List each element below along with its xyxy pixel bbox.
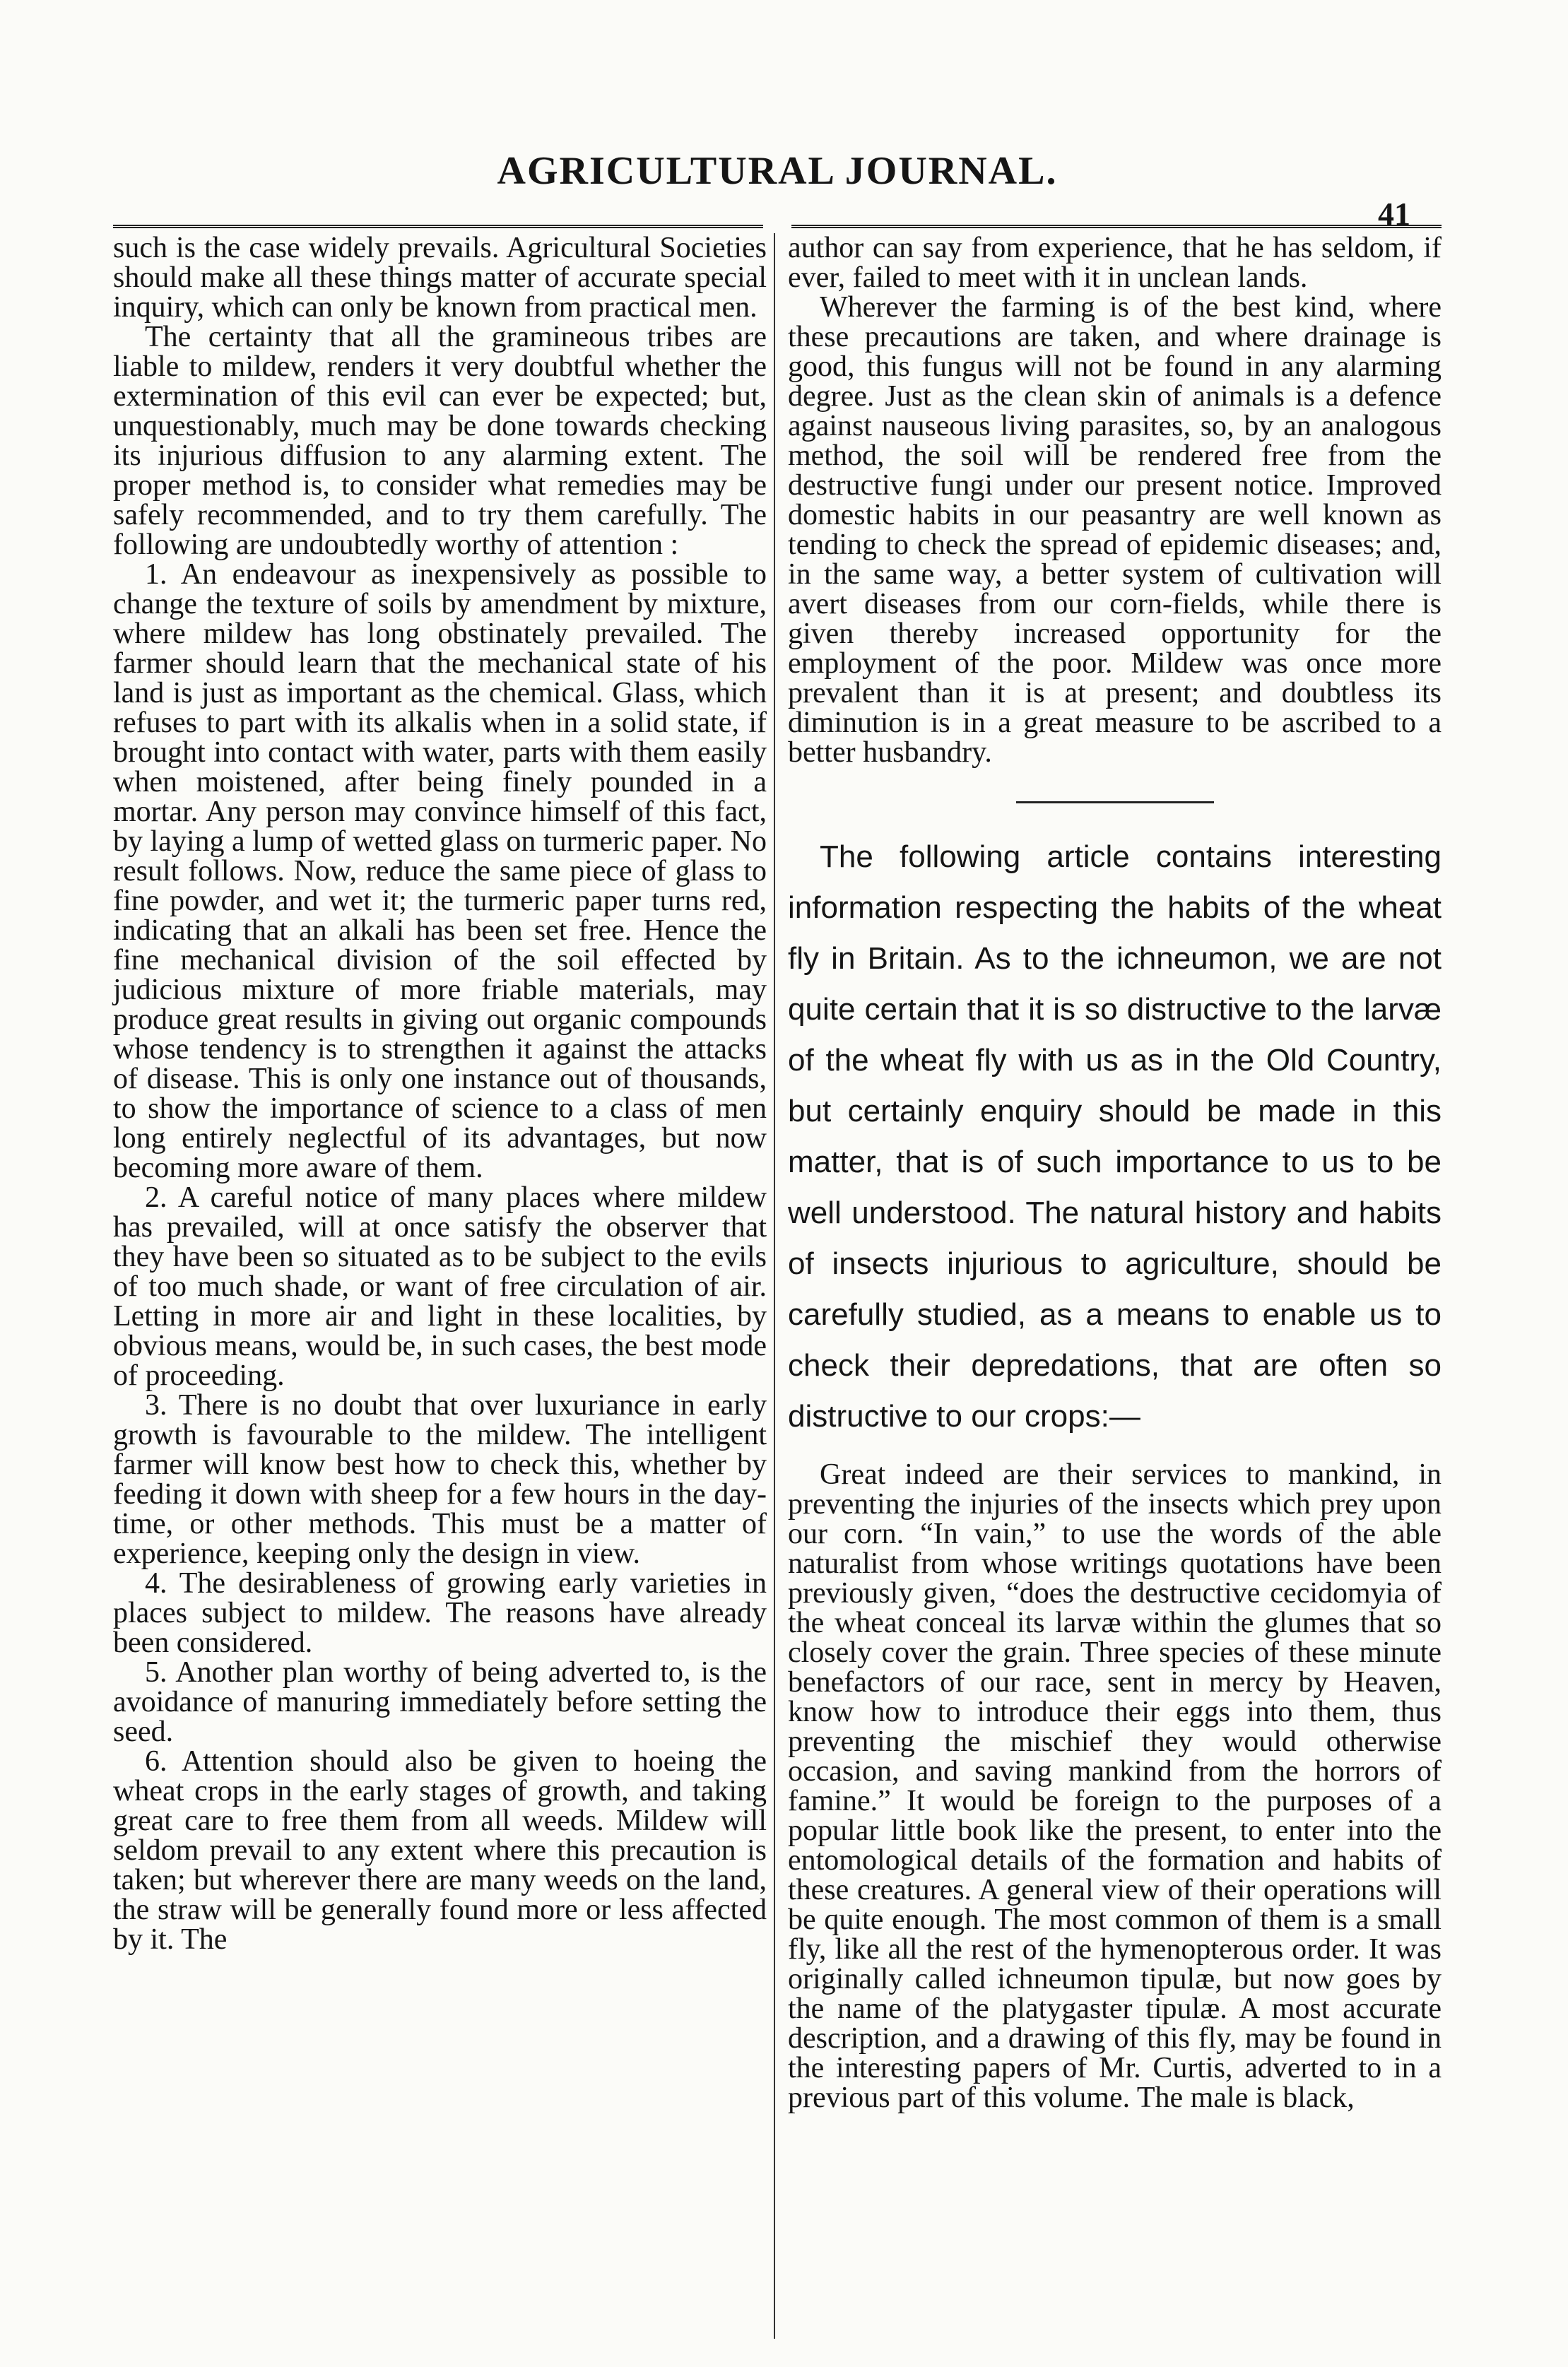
header-rule-right [791, 225, 1442, 228]
running-header-title: AGRICULTURAL JOURNAL. [497, 149, 1058, 193]
spacer [788, 1442, 1442, 1460]
article-paragraph: Great indeed are their services to mankind, in preventing the injuries of the insects which prey upon our corn. “In vain,” to use the words of the able naturalist from whose writings quotations have been previously given, “does the destructive cecidomyia of the wheat conceal its larvæ within the glumes that so closely cover the grain. Three species of these minute benefactors of our race, sent in mercy by Heaven, know how to introduce their eggs into them, thus preventing the mischief they would otherwise occasion, and saving mankind from the horrors of famine.” It would be foreign to the purposes of a popular little book like the present, to enter into the entomological details of the formation and habits of these creatures. A general view of their operations will be quite enough. The most common of them is a small fly, like all the rest of the hymenopterous order. It was originally called ichneumon tipulæ, but now goes by the name of the platygaster tipulæ. A most accurate description, and a drawing of this fly, may be found in the interesting papers of Mr. Curtis, adverted to in a previous part of this volume. The male is black, [788, 1458, 1442, 2114]
paragraph: Wherever the farming is of the best kind, where these precautions are taken, and where drainage is good, this fungus will not be found in any alarming degree. Just as the clean skin of animals is a defence against nauseous living parasites, so, by an analogous method, the soil will be rendered free from the destructive fungi under our present notice. Improved domestic habits in our peasantry are well known as tending to check the spread of epidemic diseases; and, in the same way, a better system of cultivation will avert diseases from our corn-fields, while there is given thereby increased opportunity for the employment of the poor. Mildew was once more prevalent than it is at present; and doubtless its diminution is in a great measure to be ascribed to a better husbandry. [788, 291, 1442, 769]
left-column [113, 233, 767, 1954]
paragraph: The certainty that all the gramineous tribes are liable to mildew, renders it very doubtful whether the extermination of this evil can ever be expected; but, unquestionably, much may be done towards checking its injurious diffusion to any alarming extent. The proper method is, to consider what remedies may be safely recommended, and to try them carefully. The following are undoubtedly worthy of attention : [113, 321, 767, 561]
paragraph: such is the case widely prevails. Agricultural Societies should make all these things matter of accurate special inquiry, which can only be known from practical men. [113, 232, 767, 324]
paragraph: 1. An endeavour as inexpensively as possible to change the texture of soils by amendment by mixture, where mildew has long obstinately prevailed. The farmer should learn that the mechanical state of his land is just as important as the chemical. Glass, which refuses to part with its alkalis when in a solid state, if brought into contact with water, parts with them easily when moistened, after being finely pounded in a mortar. Any person may convince himself of this fact, by laying a lump of wetted glass on turmeric paper. No result follows. Now, reduce the same piece of glass to fine powder, and wet it; the turmeric paper turns red, indicating that an alkali has been set free. Hence the fine mechanical division of the soil effected by judicious mixture of more friable materials, may produce great results in giving out organic compounds whose tendency is to strengthen it against the attacks of disease. This is only one instance out of thousands, to show the importance of science to a class of men long entirely neglectful of its advantages, but now becoming more aware of them. [113, 558, 767, 1184]
paragraph: 4. The desirableness of growing early varieties in places subject to mildew. The reasons have already been considered. [113, 1567, 767, 1659]
paragraph: 6. Attention should also be given to hoeing the wheat crops in the early stages of growth, and taking great care to free them from all weeds. Mildew will seldom prevail to any extent where this precaution is taken; but wherever there are many weeds on the land, the straw will be generally found more or less affected by it. The [113, 1745, 767, 1956]
paragraph: author can say from experience, that he has seldom, if ever, failed to meet with it in unclean lands. [788, 232, 1442, 294]
page-number: 41 [1378, 196, 1410, 232]
paragraph: 3. There is no doubt that over luxuriance in early growth is favourable to the mildew. The intelligent farmer will know best how to check this, whether by feeding it down with sheep for a few hours in the day-time, or other methods. This must be a matter of experience, keeping only the design in view. [113, 1389, 767, 1570]
right-column [788, 233, 1442, 2113]
header-rule-left [113, 225, 763, 228]
paragraph: 2. A careful notice of many places where mildew has prevailed, will at once satisfy the observer that they have been so situated as to be subject to the evils of too much shade, or want of free circulation of air. Letting in more air and light in these localities, by obvious means, would be, in such cases, the best mode of proceeding. [113, 1181, 767, 1392]
intro-paragraph: The following article contains interesting information respecting the habits of the wheat fly in Britain. As to the ichneumon, we are not quite certain that it is so distructive to the larvæ of the wheat fly with us as in the Old Country, but certainly enquiry should be made in this matter, that is of such importance to us to be well understood. The natural history and habits of insects injurious to agriculture, should be carefully studied, as a means to enable us to check their depredations, that are often so distructive to our crops:— [788, 839, 1442, 1434]
editorial-intro [788, 832, 1442, 1442]
column-divider [774, 233, 775, 2339]
section-divider-rule [1016, 801, 1214, 803]
paragraph: 5. Another plan worthy of being adverted to, is the avoidance of manuring immediately before setting the seed. [113, 1656, 767, 1748]
